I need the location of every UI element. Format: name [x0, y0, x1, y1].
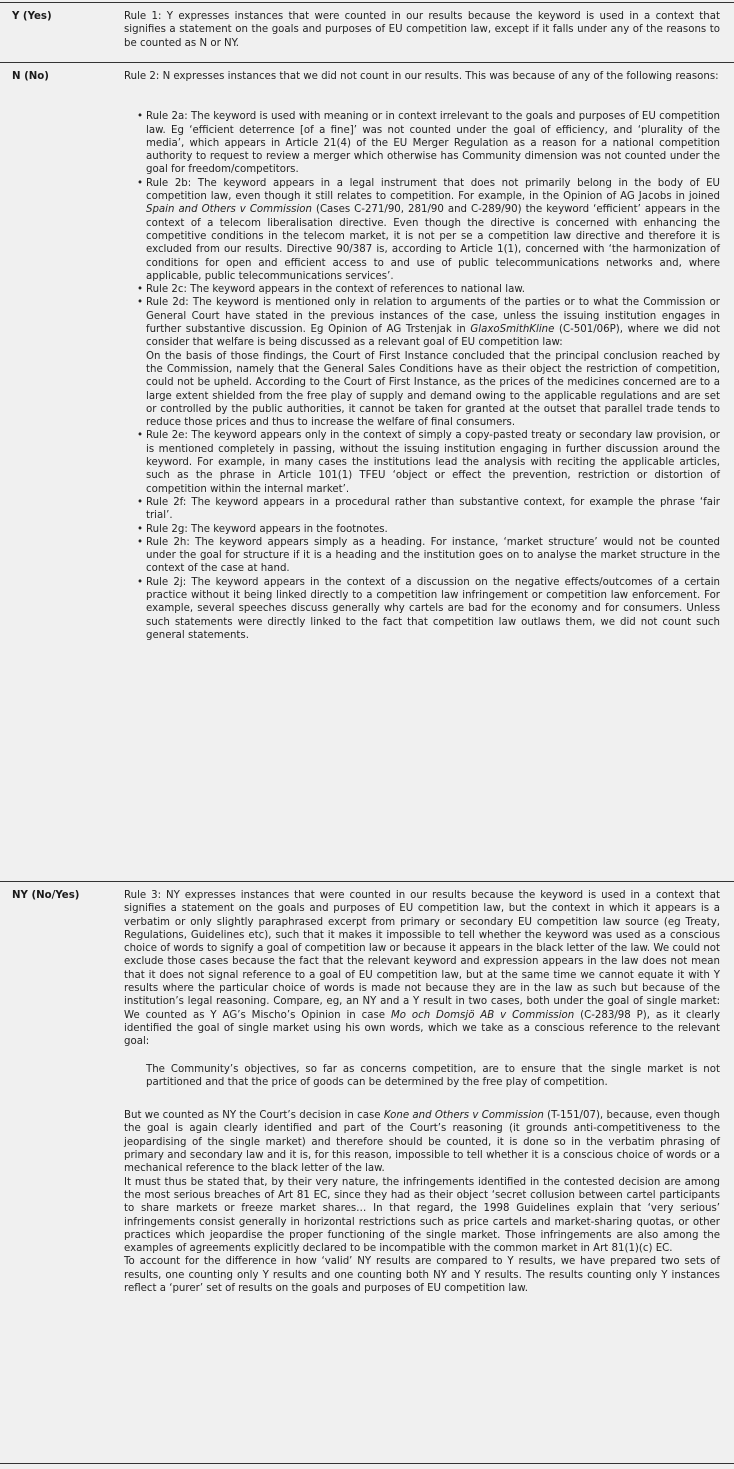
rule-2f: • Rule 2f: The keyword appears in a procedural rather than substantive context, for example the phrase ‘fair trial’. [146, 496, 720, 523]
row-label-ny: NY (No/Yes) [12, 890, 80, 901]
case-name: Spain and Others v Commission [146, 204, 312, 216]
rule-2-intro: Rule 2: N expresses instances that we did not count in our results. This was because of any of the following reasons: [124, 71, 719, 82]
rule-3-para-2: But we counted as NY the Court’s decision in case Kone and Others v Commission (T-151/07), because, even though the goal is again clearly identified and part of the Court’s reasoning (it grounds anti-competitiveness to the jeopardising of the single market) and therefore should be counted, it is done so in the verbatim phrasing of primary and secondary law and it is, for this reason, impossible to tell whether it is a conscious choice of words or a mechanical reference to the black letter of the law. [124, 1110, 720, 1175]
table-bottom-rule [0, 1463, 734, 1464]
rule-1: Rule 1: Y expresses instances that were counted in our results because the keyword is used in a context that signifies a statement on the goals and purposes of EU competition law, except if it falls under any of the reasons to be counted as N or NY. [124, 11, 720, 49]
rule-2h: • Rule 2h: The keyword appears simply as a heading. For instance, ‘market structure’ would not be counted under the goal for structure if it is a heading and the institution goes on to analyse the market structure in the context of the case at hand. [146, 536, 720, 576]
row-text-ny [124, 889, 720, 1295]
rule-2b: • Rule 2b: The keyword appears in a legal instrument that does not primarily belong in the body of EU competition law, even though it still relates to competition. For example, in the Opinion of AG Jacobs in joined Spain and Others v Commission (Cases C-271/90, 281/90 and C-289/90) the keyword ‘efficient’ appears in the context of a telecom liberalisation directive. Even though the directive is concerned with enhancing the competitive conditions in the telecom market, it is not per se a competition law directive and therefore it is excluded from our results. Directive 90/387 is, according to Article 1(1), concerned with ‘the harmonization of conditions for open and efficient access to and use of public telecommunications networks and, where applicable, public telecommunications services’. [146, 177, 720, 283]
row-divider-2 [0, 881, 734, 882]
rule-3-para-1: Rule 3: NY expresses instances that were counted in our results because the keyword is used in a context that signifies a statement on the goals and purposes of EU competition law, but the context in which it appears is a verbatim or only slightly paraphrased excerpt from primary or secondary EU competition law source (eg Treaty, Regulations, Guidelines etc), such that it makes it impossible to tell whether the keyword was used as a conscious choice of words to signify a goal of competition law or because it appears in the black letter of the law. We could not exclude those cases because the fact that the relevant keyword and expression appears in the law does not mean that it does not signal reference to a goal of EU competition law, but at the same time we cannot equate it with Y results where the particular choice of words is made not because they are in the law as such but because of the institution’s legal reasoning. Compare, eg, an NY and a Y result in two cases, both under the goal of single market: We counted as Y AG’s Mischo’s Opinion in case Mo och Domsjö AB v Commission (C-283/98 P), as it clearly identified the goal of single market using his own words, which we take as a conscious reference to the relevant goal: [124, 890, 720, 1048]
row-divider-1 [0, 62, 734, 63]
rule-3-para-4: To account for the difference in how ‘valid’ NY results are compared to Y results, we have prepared two sets of results, one counting only Y results and one counting both NY and Y results. The results counting only Y instances reflect a ‘purer’ set of results on the goals and purposes of EU competition law. [124, 1256, 720, 1295]
rule-2d-quote: On the basis of those findings, the Court of First Instance concluded that the principal conclusion reached by the Commission, namely that the General Sales Conditions have as their object the restriction of competition, could not be upheld. According to the Court of First Instance, as the prices of the medicines concerned are to a large extent shielded from the free play of supply and demand owing to the applicable regulations and are set or controlled by the public authorities, it cannot be taken for granted at the outset that parallel trade tends to reduce those prices and thus to increase the welfare of final consumers. [146, 350, 720, 429]
case-name: Kone and Others v Commission [383, 1110, 544, 1122]
rule-3-para-3: It must thus be stated that, by their very nature, the infringements identified in the contested decision are among the most serious breaches of Art 81 EC, since they had as their object ‘secret collusion between cartel participants to share markets or freeze market shares… In that regard, the 1998 Guidelines explain that ‘very serious’ infringements consist generally in horizontal restrictions such as price cartels and market-sharing quotas, or other practices which jeopardise the proper functioning of the single market. Those infringements are also among the examples of agreements explicitly declared to be incompatible with the common market in Art 81(1)(c) EC. [124, 1176, 720, 1255]
rule-2-list [124, 110, 720, 642]
row-text-y [124, 10, 720, 50]
rule-2a: • Rule 2a: The keyword is used with meaning or in context irrelevant to the goals and purposes of EU competition law. Eg ‘efficient deterrence [of a fine]’ was not counted under the goal of efficiency, and ‘plurality of the media’, which appears in Article 21(4) of the EU Merger Regulation as a reason for a national competition authority to request to review a merger which otherwise has Community dimension was not counted under the goal for freedom/competitors. [146, 110, 720, 176]
table-top-rule [0, 2, 734, 3]
row-label-n: N (No) [12, 71, 49, 82]
row-text-n [124, 70, 720, 642]
case-name: GlaxoSmithKline [470, 324, 555, 336]
rule-2c: • Rule 2c: The keyword appears in the context of references to national law. [146, 283, 720, 296]
case-name: Mo och Domsjö AB v Commission [390, 1009, 575, 1021]
row-label-y: Y (Yes) [12, 11, 52, 22]
rule-2d: • Rule 2d: The keyword is mentioned only in relation to arguments of the parties or to what the Commission or General Court have stated in the previous instances of the case, unless the issuing institution engages in further substantive discussion. Eg Opinion of AG Trstenjak in GlaxoSmithKline (C-501/06P), where we did not consider that welfare is being discussed as a relevant goal of EU competition law: On the basis of those findings, the Court of First Instance concluded that the principal conclusion reached by the Commission, namely that the General Sales Conditions have as their object the restriction of competition, could not be upheld. According to the Court of First Instance, as the prices of the medicines concerned are to a large extent shielded from the free play of supply and demand owing to the applicable regulations and are set or controlled by the public authorities, it cannot be taken for granted at the outset that parallel trade tends to reduce those prices and thus to increase the welfare of final consumers. [146, 296, 720, 429]
rule-2e: • Rule 2e: The keyword appears only in the context of simply a copy-pasted treaty or secondary law provision, or is mentioned completely in passing, without the issuing institution engaging in further discussion around the keyword. For example, in many cases the institutions lead the analysis with reciting the applicable articles, such as the phrase in Article 101(1) TFEU ‘object or effect the prevention, restriction or distortion of competition within the internal market’. [146, 429, 720, 495]
rule-2g: • Rule 2g: The keyword appears in the footnotes. [146, 523, 720, 536]
rule-3-quote: The Community’s objectives, so far as concerns competition, are to ensure that the single market is not partitioned and that the price of goods can be determined by the free play of competition. [146, 1063, 720, 1088]
rule-2j: • Rule 2j: The keyword appears in the context of a discussion on the negative effects/outcomes of a certain practice without it being linked directly to a competition law infringement or competition law enforcement. For example, several speeches discuss generally why cartels are bad for the economy and for consumers. Unless such statements were directly linked to the fact that competition law outlaws them, we did not count such general statements. [146, 576, 720, 642]
